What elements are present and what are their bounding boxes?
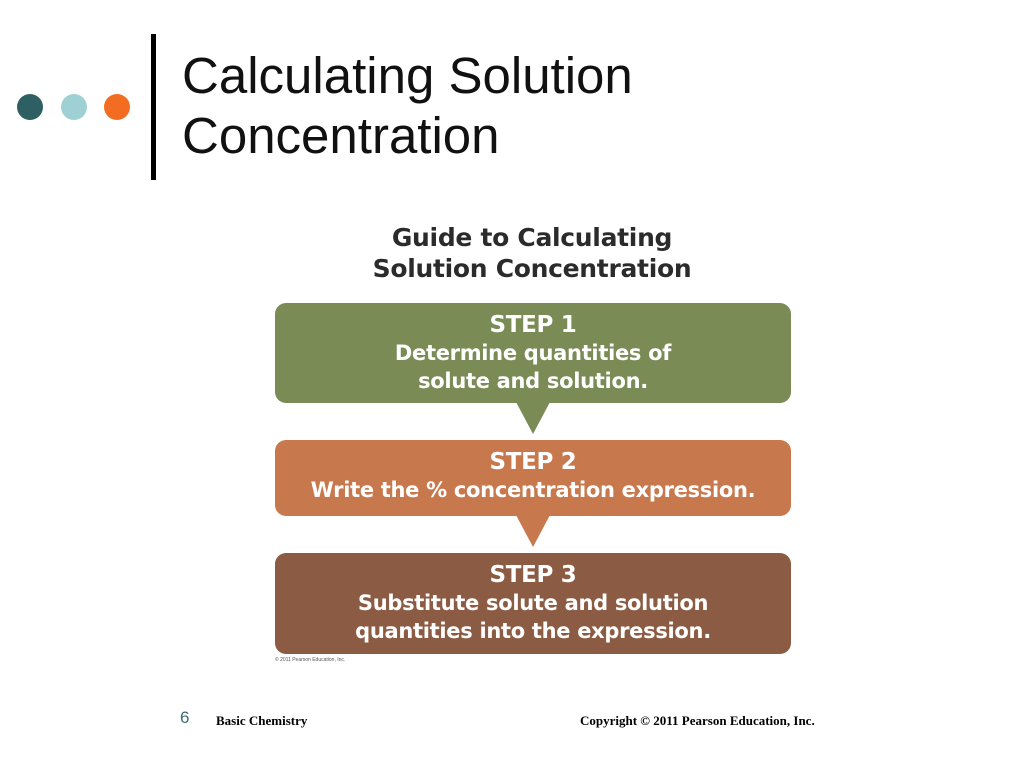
decor-dot-dark <box>17 94 43 120</box>
figure-heading-line-1: Guide to Calculating <box>391 223 673 252</box>
step-1-box <box>275 303 791 403</box>
slide-title-line-2: Concentration <box>182 107 500 164</box>
step-1-label: STEP 1 <box>489 312 577 338</box>
step-3-box <box>275 553 791 654</box>
decor-dot-orange <box>104 94 130 120</box>
step-1-line-1: Determine quantities of <box>394 341 672 365</box>
figure-heading <box>270 222 794 284</box>
figure-credit: © 2011 Pearson Education, Inc. <box>275 657 346 663</box>
decor-dot-light <box>61 94 87 120</box>
footer-copyright: Copyright © 2011 Pearson Education, Inc. <box>580 713 815 728</box>
step-3-line-1: Substitute solute and solution <box>357 591 709 615</box>
slide-title-line-1: Calculating Solution <box>182 47 633 104</box>
step-3-label: STEP 3 <box>489 562 577 588</box>
step-1-arrow <box>516 402 550 434</box>
step-2-line-1: Write the % concentration expression. <box>310 478 756 502</box>
slide-title <box>182 46 633 166</box>
page-number: 6 <box>180 708 190 727</box>
step-2-arrow <box>516 515 550 547</box>
step-3-line-2: quantities into the expression. <box>355 619 711 643</box>
title-divider <box>151 34 156 180</box>
step-2-box <box>275 440 791 516</box>
footer-course: Basic Chemistry <box>216 713 308 728</box>
figure-heading-line-2: Solution Concentration <box>372 254 692 283</box>
step-1-line-2: solute and solution. <box>418 369 648 393</box>
step-2-label: STEP 2 <box>489 449 577 475</box>
